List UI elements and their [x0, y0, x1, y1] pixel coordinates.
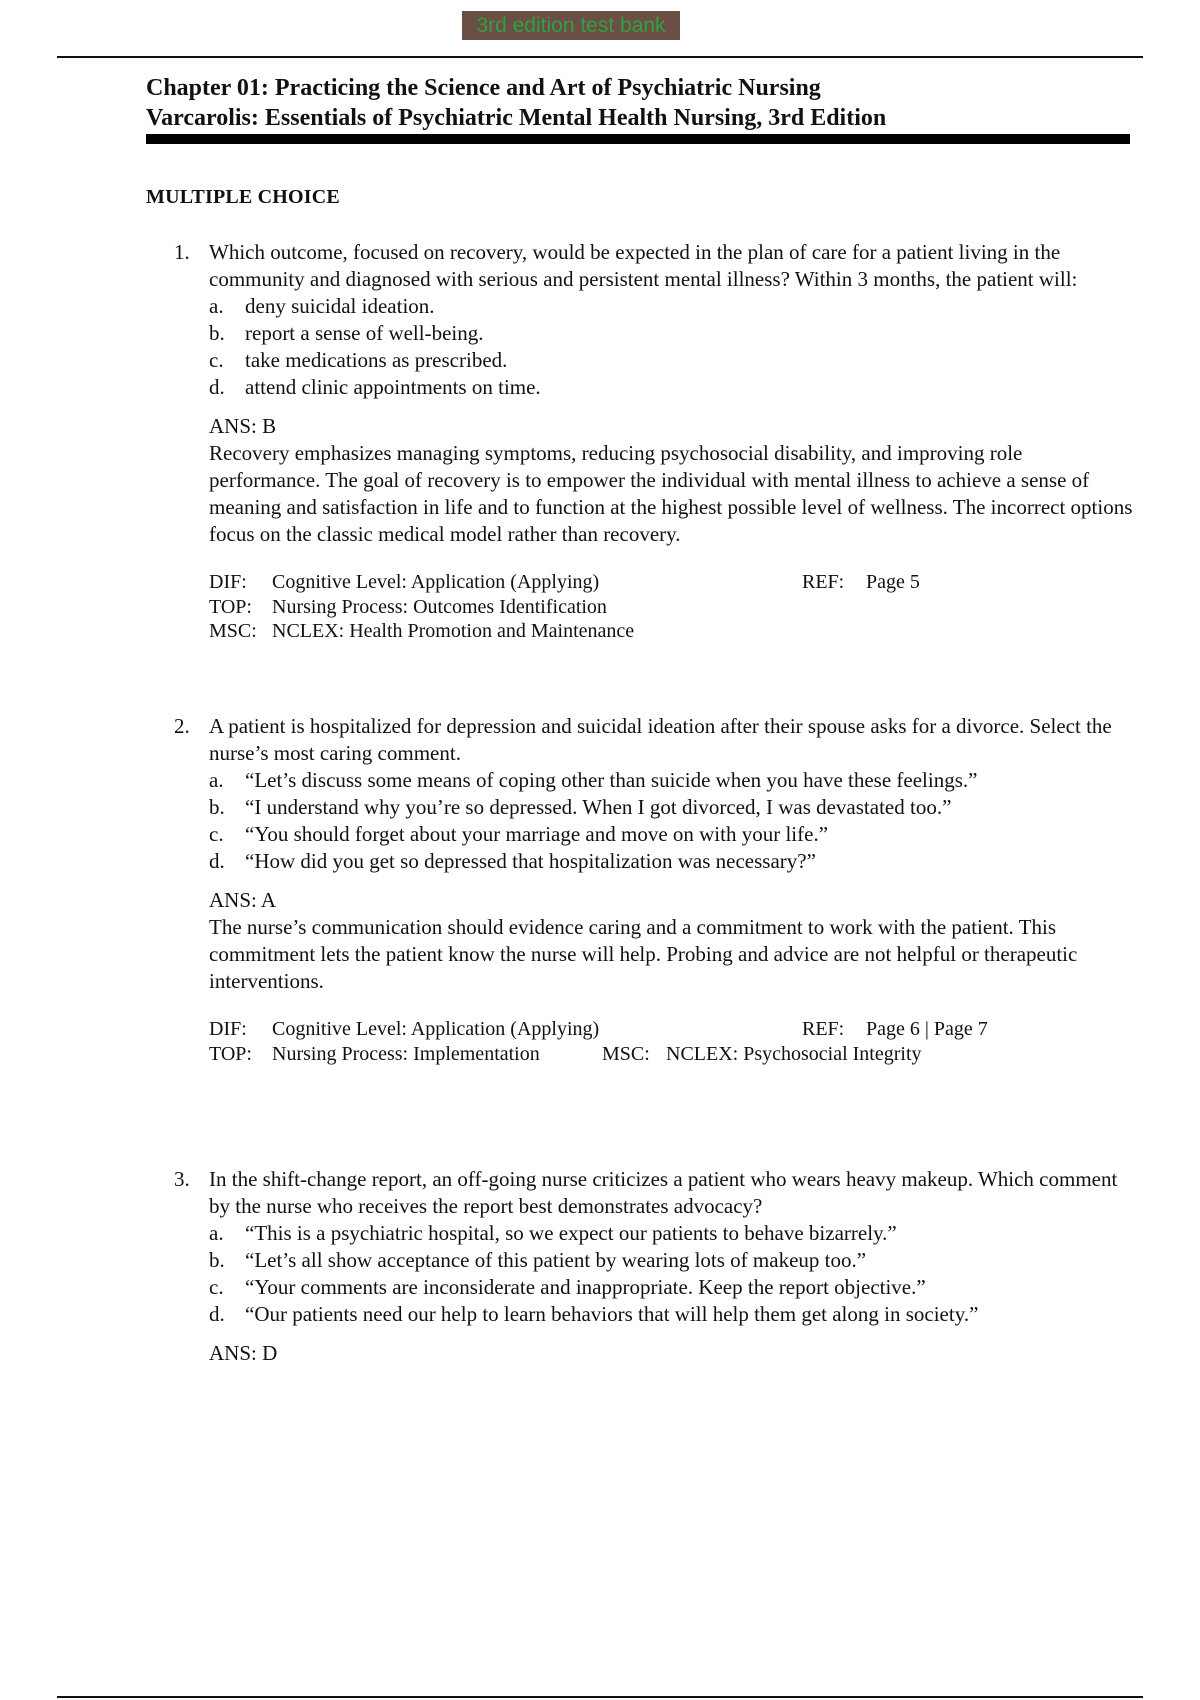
header-rule	[57, 56, 1143, 58]
option-letter: a.	[209, 768, 224, 792]
option-text: “Your comments are inconsiderate and inappropriate. Keep the report objective.”	[245, 1275, 926, 1299]
option-c	[209, 347, 1134, 374]
section-title: MULTIPLE CHOICE	[146, 186, 340, 208]
answer-key: ANS: B	[209, 414, 277, 438]
option-list	[209, 293, 1134, 401]
question-metadata	[209, 570, 1134, 644]
dif-label: DIF:	[209, 571, 247, 593]
option-text: “This is a psychiatric hospital, so we expect our patients to behave bizarrely.”	[245, 1221, 897, 1245]
option-d	[209, 1301, 1134, 1328]
option-text: “Let’s discuss some means of coping other than suicide when you have these feelings.”	[245, 768, 978, 792]
document-header	[146, 73, 886, 133]
watermark-banner: 3rd edition test bank	[462, 11, 680, 40]
option-text: attend clinic appointments on time.	[245, 375, 541, 399]
option-text: deny suicidal ideation.	[245, 294, 435, 318]
option-letter: b.	[209, 795, 225, 819]
option-letter: d.	[209, 849, 225, 873]
option-c	[209, 1274, 1134, 1301]
footer-rule	[57, 1696, 1143, 1698]
option-b	[209, 1247, 1134, 1274]
dif-value: Cognitive Level: Application (Applying)	[272, 571, 600, 593]
option-text: take medications as prescribed.	[245, 348, 508, 372]
question-stem: In the shift-change report, an off-going nurse criticizes a patient who wears heavy makeup. Which comment by the nurse who receives the report best demonstrates advocacy?	[209, 1167, 1118, 1218]
option-d	[209, 374, 1134, 401]
option-letter: c.	[209, 348, 224, 372]
question-metadata	[209, 1017, 1134, 1066]
option-letter: a.	[209, 1221, 224, 1245]
option-text: “I understand why you’re so depressed. When I got divorced, I was devastated too.”	[245, 795, 952, 819]
option-letter: b.	[209, 1248, 225, 1272]
option-text: report a sense of well-being.	[245, 321, 484, 345]
option-letter: c.	[209, 1275, 224, 1299]
ref-label: REF:	[802, 1018, 845, 1040]
question-number: 3.	[174, 1167, 190, 1191]
option-list	[209, 767, 1134, 875]
option-a	[209, 767, 1134, 794]
option-a	[209, 293, 1134, 320]
title-underline	[146, 134, 1130, 144]
option-b	[209, 320, 1134, 347]
option-b	[209, 794, 1134, 821]
dif-value: Cognitive Level: Application (Applying)	[272, 1018, 600, 1040]
option-c	[209, 821, 1134, 848]
question-1	[174, 239, 1134, 644]
rationale: Recovery emphasizes managing symptoms, reducing psychosocial disability, and improving role performance. The goal of recovery is to empower the individual with mental illness to achieve a sense of meaning and satisfaction in life and to function at the highest possible level of wellness. The incorrect options focus on the classic medical model rather than recovery.	[209, 441, 1133, 546]
ref-label: REF:	[802, 571, 845, 593]
book-title: Varcarolis: Essentials of Psychiatric Mental Health Nursing, 3rd Edition	[146, 105, 887, 131]
top-label: TOP:	[209, 1042, 252, 1065]
rationale: The nurse’s communication should evidence caring and a commitment to work with the patient. This commitment lets the patient know the nurse will help. Probing and advice are not helpful or therapeutic interventions.	[209, 915, 1078, 993]
question-number: 1.	[174, 240, 190, 264]
top-value: Nursing Process: Outcomes Identification	[272, 595, 607, 618]
ref-value: Page 6 | Page 7	[866, 1018, 988, 1040]
question-number: 2.	[174, 714, 190, 738]
question-2	[174, 713, 1134, 1066]
option-letter: b.	[209, 321, 225, 345]
msc-label: MSC:	[602, 1042, 650, 1065]
option-letter: d.	[209, 375, 225, 399]
msc-value: NCLEX: Psychosocial Integrity	[666, 1042, 922, 1065]
option-text: “How did you get so depressed that hospitalization was necessary?”	[245, 849, 816, 873]
dif-label: DIF:	[209, 1018, 247, 1040]
answer-key: ANS: A	[209, 888, 277, 912]
msc-label: MSC:	[209, 620, 257, 642]
option-letter: a.	[209, 294, 224, 318]
option-text: “Our patients need our help to learn behaviors that will help them get along in society.”	[245, 1302, 979, 1326]
chapter-title: Chapter 01: Practicing the Science and Art of Psychiatric Nursing	[146, 75, 821, 101]
question-stem: A patient is hospitalized for depression and suicidal ideation after their spouse asks for a divorce. Select the nurse’s most caring comment.	[209, 714, 1112, 765]
option-a	[209, 1220, 1134, 1247]
msc-value: NCLEX: Health Promotion and Maintenance	[272, 620, 635, 642]
option-text: “You should forget about your marriage and move on with your life.”	[245, 822, 829, 846]
option-text: “Let’s all show acceptance of this patient by wearing lots of makeup too.”	[245, 1248, 867, 1272]
option-list	[209, 1220, 1134, 1328]
option-letter: d.	[209, 1302, 225, 1326]
question-stem: Which outcome, focused on recovery, would be expected in the plan of care for a patient living in the community and diagnosed with serious and persistent mental illness? Within 3 months, the patient will:	[209, 240, 1078, 291]
answer-key: ANS: D	[209, 1341, 278, 1365]
ref-value: Page 5	[866, 571, 920, 593]
top-label: TOP:	[209, 595, 252, 618]
option-d	[209, 848, 1134, 875]
question-3	[174, 1166, 1134, 1367]
top-value: Nursing Process: Implementation	[272, 1042, 540, 1065]
option-letter: c.	[209, 822, 224, 846]
